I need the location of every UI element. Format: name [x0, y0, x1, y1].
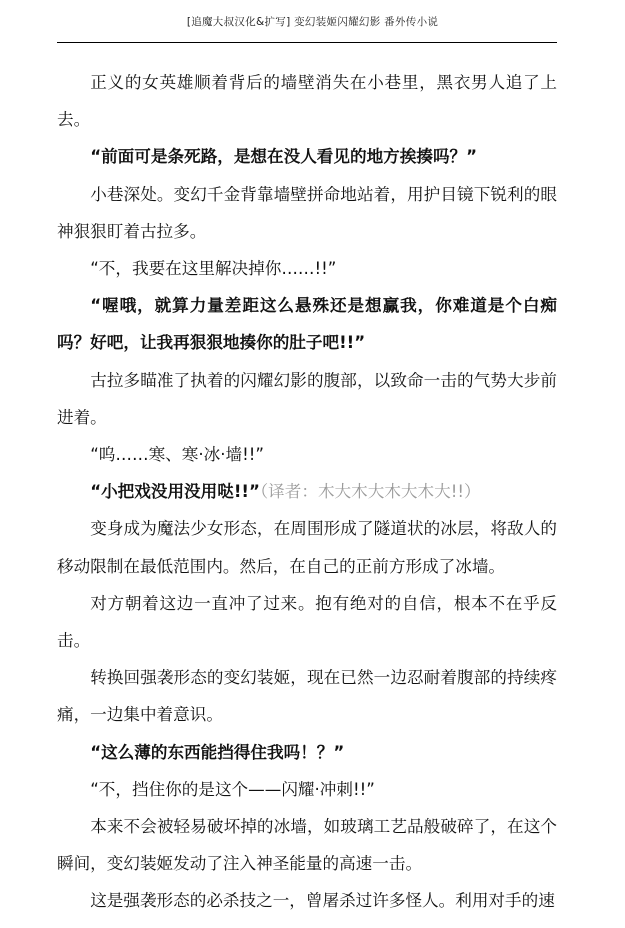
- paragraph-text: “不，我要在这里解决掉你……!!”: [90, 259, 337, 279]
- paragraph-text: 正义的女英雄顺着背后的墙壁消失在小巷里，黑衣男人追了上去。: [57, 73, 557, 130]
- paragraph: [57, 138, 557, 175]
- paragraph: [57, 734, 557, 771]
- paragraph: [57, 771, 557, 808]
- paragraph-text: “这么薄的东西能挡得住我吗！？”: [90, 742, 345, 762]
- paragraph-text: 这是强袭形态的必杀技之一，曾屠杀过许多怪人。利用对手的速: [90, 891, 555, 911]
- paragraph-text: 小巷深处。变幻千金背靠墙壁拼命地站着，用护目镜下锐利的眼神狠狠盯着古拉多。: [57, 184, 557, 241]
- paragraph: [57, 808, 557, 882]
- paragraph: [57, 585, 557, 659]
- paragraph-text: “呜……寒、寒·冰·墙!!”: [90, 445, 264, 465]
- translator-note: （译者：木大木大木大木大!!）: [259, 482, 481, 502]
- paragraph: [57, 510, 557, 584]
- paragraph-text: 对方朝着这边一直冲了过来。抱有绝对的自信，根本不在乎反击。: [57, 593, 557, 651]
- paragraph-text: “小把戏没用没用哒!!”: [90, 482, 260, 502]
- paragraph-text: 变身成为魔法少女形态，在周围形成了隧道状的冰层，将敌人的移动限制在最低范围内。然后，在自己的正前方形成了冰墙。: [57, 519, 557, 576]
- paragraph: [57, 250, 557, 287]
- header-title: [追魔大叔汉化&扩写] 变幻装姬闪耀幻影 番外传小说: [186, 16, 439, 28]
- paragraph-text: 转换回强袭形态的变幻装姬，现在已然一边忍耐着腹部的持续疼痛，一边集中着意识。: [57, 668, 557, 725]
- paragraph: [57, 176, 557, 250]
- paragraph-text: 本来不会被轻易破坏掉的冰墙，如玻璃工艺品般破碎了，在这个瞬间，变幻装姬发动了注入神圣能量的高速一击。: [57, 817, 557, 874]
- paragraph: [57, 362, 557, 436]
- page-header: [0, 14, 625, 29]
- paragraph-text: “喔哦，就算力量差距这么悬殊还是想赢我，你难道是个白痴吗？好吧，让我再狠狠地揍你的肚子吧!!”: [57, 296, 557, 353]
- paragraph: [57, 287, 557, 361]
- paragraph: [57, 882, 557, 919]
- novel-body-text: [57, 64, 557, 920]
- paragraph-text: “前面可是条死路，是想在没人看见的地方挨揍吗？”: [90, 147, 478, 167]
- paragraph: [57, 659, 557, 733]
- paragraph-text: 古拉多瞄准了执着的闪耀幻影的腹部，以致命一击的气势大步前进着。: [57, 370, 557, 427]
- paragraph-text: “不，挡住你的是这个——闪耀·冲刺!!”: [90, 779, 375, 799]
- paragraph: [57, 436, 557, 473]
- paragraph: [57, 64, 557, 138]
- paragraph: [57, 473, 557, 510]
- header-divider: [57, 42, 557, 43]
